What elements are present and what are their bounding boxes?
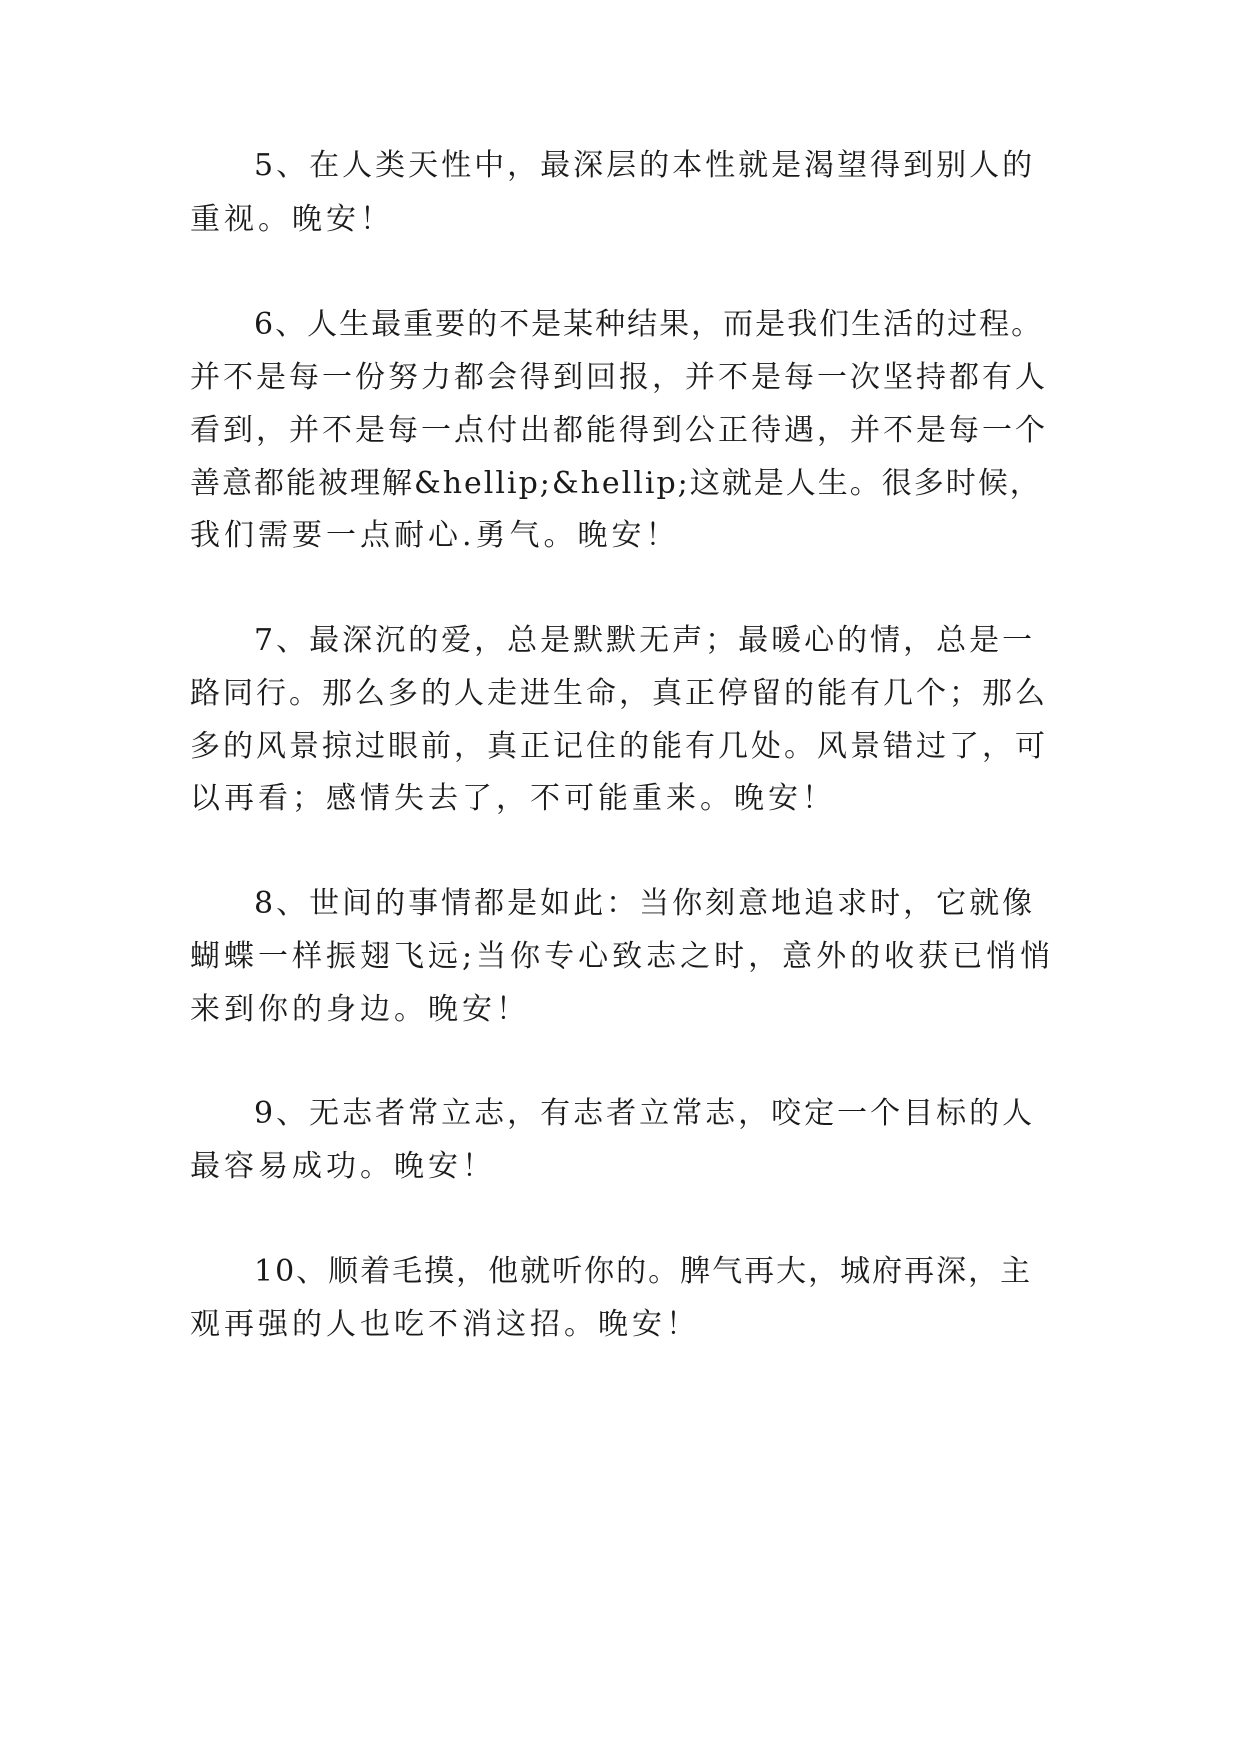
paragraph-line: 6、人生最重要的不是某种结果，而是我们生活的过程。 [254,307,1044,342]
paragraph-line: 10、顺着毛摸，他就听你的。脾气再大，城府再深，主 [254,1254,1033,1289]
paragraph-line: 蝴蝶一样振翅飞远;当你专心致志之时，意外的收获已悄悄 [190,939,1055,974]
paragraph-line: 9、无志者常立志，有志者立常志，咬定一个目标的人 [254,1096,1036,1131]
paragraph-line: 并不是每一份努力都会得到回报，并不是每一次坚持都有人 [190,360,1048,395]
paragraph-line: 我们需要一点耐心.勇气。晚安！ [190,518,680,553]
paragraph-line: 最容易成功。晚安！ [190,1149,496,1184]
paragraph-line: 8、世间的事情都是如此：当你刻意地追求时，它就像 [254,886,1036,921]
paragraph-line: 多的风景掠过眼前，真正记住的能有几处。风景错过了，可 [190,729,1048,764]
paragraph-line: 重视。晚安！ [190,202,394,237]
paragraph-line: 路同行。那么多的人走进生命，真正停留的能有几个；那么 [190,676,1048,711]
paragraph-line: 以再看；感情失去了，不可能重来。晚安！ [190,781,836,816]
paragraph-line: 5、在人类天性中，最深层的本性就是渴望得到别人的 [254,148,1036,183]
paragraph-line: 善意都能被理解&hellip;&hellip;这就是人生。很多时候， [190,466,1042,501]
paragraph-line: 7、最深沉的爱，总是默默无声；最暖心的情，总是一 [254,623,1036,658]
paragraph-line: 看到，并不是每一点付出都能得到公正待遇，并不是每一个 [190,413,1048,448]
paragraph-line: 来到你的身边。晚安！ [190,992,530,1027]
paragraph-line: 观再强的人也吃不消这招。晚安！ [190,1307,700,1342]
